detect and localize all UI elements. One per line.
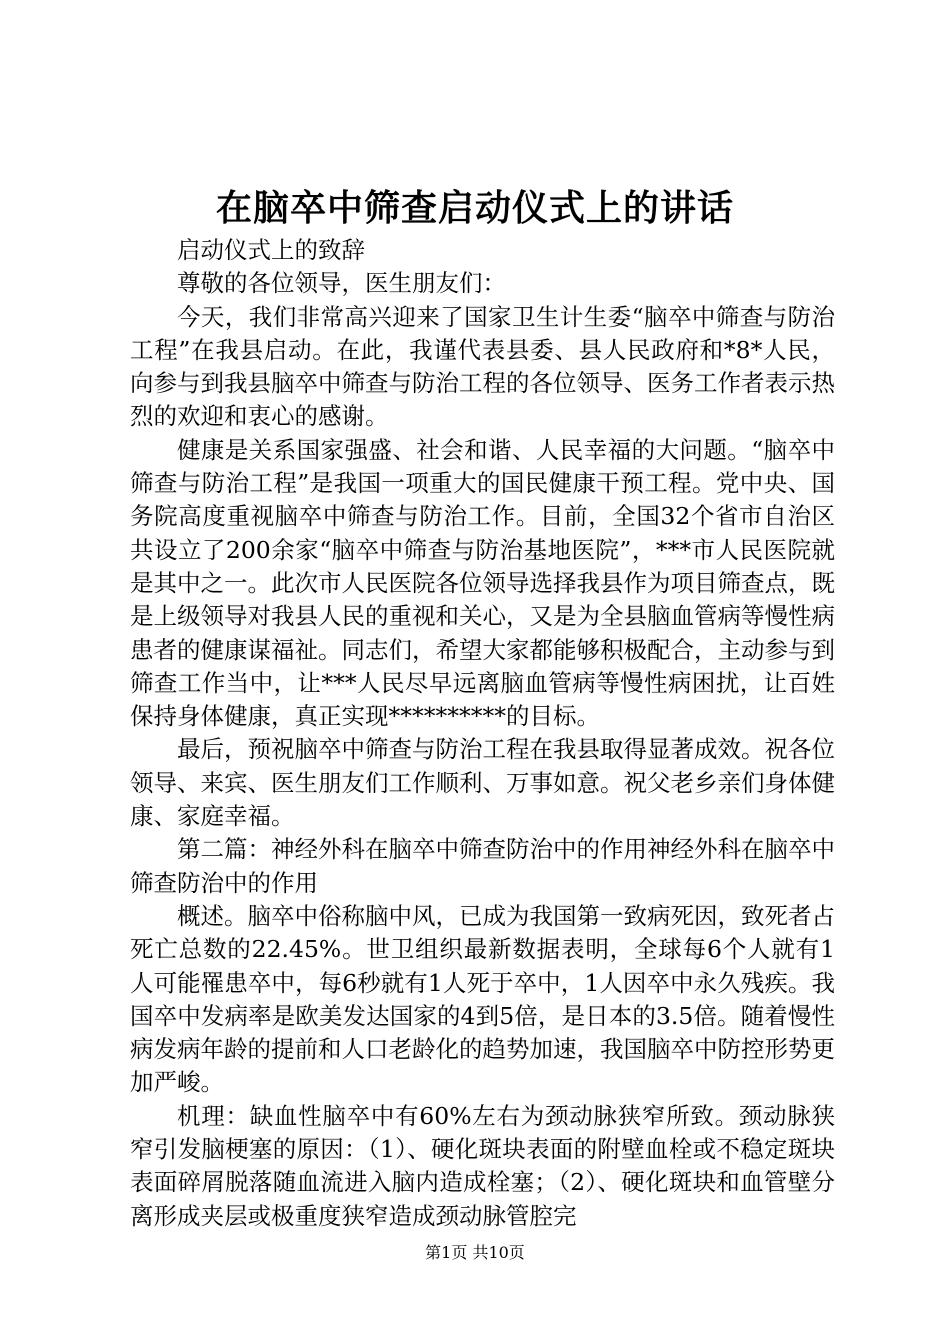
salutation-paragraph: 尊敬的各位领导，医生朋友们： (177, 269, 506, 298)
document-body (130, 234, 835, 1233)
document-title: 在脑卒中筛查启动仪式上的讲话 (215, 187, 734, 229)
subtitle-paragraph: 启动仪式上的致辞 (177, 236, 365, 264)
section-heading-paragraph: 第二篇：神经外科在脑卒中筛查防治中的作用神经外科在脑卒中筛查防治中的作用 (130, 835, 835, 897)
body-paragraph: 健康是关系国家强盛、社会和谐、人民幸福的大问题。“脑卒中筛查与防治工程”是我国一项重大的国民健康干预工程。党中央、国务院高度重视脑卒中筛查与防治工作。目前，全国32个省市自治区共设立了200余家“脑卒中筛查与防治基地医院”，***市人民医院就是其中之一。此次市人民医院各位领导选择我县作为项目筛查点，既是上级领导对我县人民的重视和关心，又是为全县脑血管病等慢性病患者的健康谋福祉。同志们，希望大家都能够积极配合，主动参与到筛查工作当中，让***人民尽早远离脑血管病等慢性病困扰，让百姓保持身体健康，真正实现**********的目标。 (130, 435, 835, 731)
body-paragraph: 最后，预祝脑卒中筛查与防治工程在我县取得显著成效。祝各位领导、来宾、医生朋友们工作顺利、万事如意。祝父老乡亲们身体健康、家庭幸福。 (130, 735, 835, 831)
body-paragraph: 机理：缺血性脑卒中有60%左右为颈动脉狭窄所致。颈动脉狭窄引发脑梗塞的原因：（1）、硬化斑块表面的附壁血栓或不稳定斑块表面碎屑脱落随血流进入脑内造成栓塞；（2）、硬化斑块和血管壁分离形成夹层或极重度狭窄造成颈动脉管腔完 (130, 1101, 835, 1230)
page-number-footer: 第1页 共10页 (425, 1243, 525, 1262)
body-paragraph: 概述。脑卒中俗称脑中风，已成为我国第一致病死因，致死者占死亡总数的22.45%。世卫组织最新数据表明，全球每6个人就有1人可能罹患卒中，每6秒就有1人死于卒中，1人因卒中永久残疾。我国卒中发病率是欧美发达国家的4到5倍，是日本的3.5倍。随着慢性病发病年龄的提前和人口老龄化的趋势加速，我国脑卒中防控形势更加严峻。 (130, 901, 835, 1097)
body-paragraph: 今天，我们非常高兴迎来了国家卫生计生委“脑卒中筛查与防治工程”在我县启动。在此，我谨代表县委、县人民政府和*8*人民，向参与到我县脑卒中筛查与防治工程的各位领导、医务工作者表示热烈的欢迎和衷心的感谢。 (130, 302, 835, 431)
